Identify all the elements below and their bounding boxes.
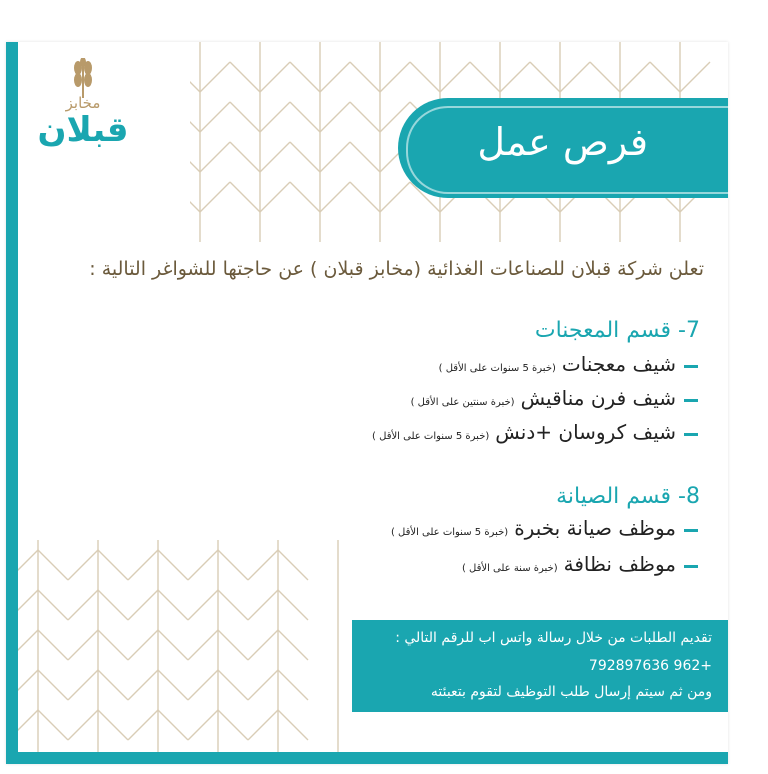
contact-box xyxy=(352,620,728,712)
experience-note: (خبرة 5 سنوات على الأقل ) xyxy=(372,431,490,442)
dash-bullet xyxy=(684,433,698,436)
brand-name: قبلان xyxy=(37,110,129,150)
dash-bullet xyxy=(684,399,698,402)
dash-bullet xyxy=(684,365,698,368)
brand-small-text: مخابز xyxy=(65,94,101,112)
wheat-icon xyxy=(68,58,98,98)
list-item xyxy=(218,386,698,410)
list-item xyxy=(218,352,698,376)
dash-bullet xyxy=(684,565,698,568)
job-title: شيف فرن مناقيش xyxy=(520,386,676,410)
frame-bottom-bar xyxy=(6,752,728,764)
title-banner xyxy=(398,98,728,198)
dash-bullet xyxy=(684,529,698,532)
contact-instruction: تقديم الطلبات من خلال رسالة واتس اب للرقم التالي : xyxy=(395,630,712,646)
section-title-pastry: 7- قسم المعجنات xyxy=(534,318,700,343)
job-title: شيف كروسان +دنش xyxy=(495,420,676,444)
experience-note: (خبرة سنتين على الأقل ) xyxy=(410,397,515,408)
job-title: موظف صيانة بخبرة xyxy=(514,516,676,540)
frame-left-bar xyxy=(6,42,18,764)
contact-followup: ومن ثم سيتم إرسال طلب التوظيف لتقوم بتعبئته xyxy=(430,684,712,700)
list-item xyxy=(218,420,698,444)
brand-logo xyxy=(28,58,138,158)
job-title: موظف نظافة xyxy=(563,552,676,576)
phone-number: +962 792897636 xyxy=(588,658,712,674)
experience-note: (خبرة سنة على الأقل ) xyxy=(461,563,558,574)
contact-phone-row xyxy=(362,658,712,674)
job-title: شيف معجنات xyxy=(561,352,676,376)
list-item xyxy=(218,516,698,540)
experience-note: (خبرة 5 سنوات على الأقل ) xyxy=(438,363,556,374)
intro-text: تعلن شركة قبلان للصناعات الغذائية (مخابز قبلان ) عن حاجتها للشواغر التالية : xyxy=(89,258,704,280)
list-item xyxy=(218,552,698,576)
experience-note: (خبرة 5 سنوات على الأقل ) xyxy=(390,527,509,538)
section-title-maintenance: 8- قسم الصيانة xyxy=(556,484,700,509)
page-title: فرص عمل xyxy=(477,120,648,164)
